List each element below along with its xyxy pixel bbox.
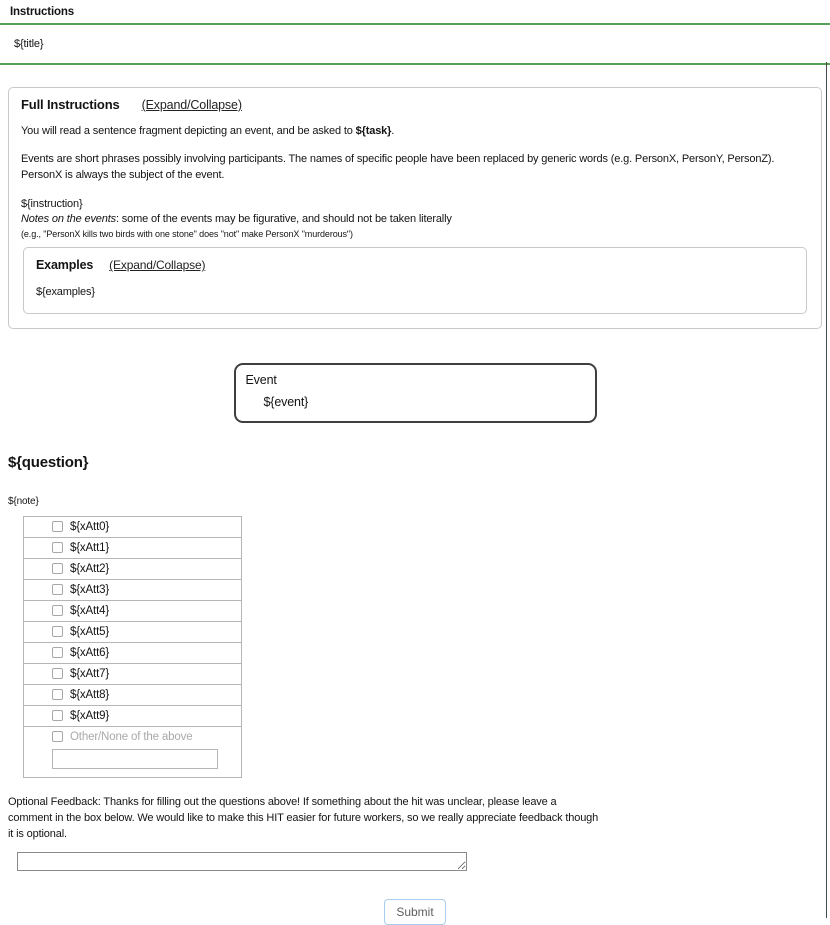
option-2[interactable] [52, 563, 109, 575]
option-label: ${xAtt9} [70, 710, 110, 723]
option-checkbox[interactable] [52, 647, 63, 658]
question-heading: ${question} [8, 454, 89, 472]
option-row [24, 643, 242, 664]
notes-example-small-text: (e.g., "PersonX kills two birds with one stone" does "not" make PersonX "murderous") [21, 229, 353, 240]
option-checkbox[interactable] [52, 521, 63, 532]
option-checkbox[interactable] [52, 668, 63, 679]
examples-toggle-link[interactable]: (Expand/Collapse) [109, 258, 206, 273]
option-0[interactable] [52, 521, 109, 533]
event-box-label: Event [245, 373, 277, 388]
other-option-text-input[interactable] [52, 749, 218, 769]
options-table-body [24, 517, 242, 778]
option-row [24, 622, 242, 643]
option-label: ${xAtt4} [70, 605, 110, 618]
task-sentence [21, 123, 809, 140]
examples-panel [23, 247, 807, 314]
option-label: ${xAtt8} [70, 689, 110, 702]
examples-header [36, 258, 794, 272]
task-sentence-prefix: You will read a sentence fragment depicting an event, and be asked to [21, 125, 356, 137]
instructions-bar[interactable] [0, 0, 830, 25]
question-note: ${note} [8, 496, 39, 508]
examples-content: ${examples} [36, 286, 95, 299]
option-row [24, 685, 242, 706]
notes-rest-text: : some of the events may be figurative, and should not be taken literally [116, 213, 452, 226]
option-row [24, 601, 242, 622]
instruction-variable: ${instruction} [21, 197, 83, 210]
option-7[interactable] [52, 668, 109, 680]
option-checkbox[interactable] [52, 626, 63, 637]
option-label: ${xAtt1} [70, 542, 110, 555]
options-table [23, 516, 242, 778]
option-row [24, 706, 242, 727]
other-option-label: Other/None of the above [70, 731, 193, 744]
submit-row [0, 899, 830, 925]
examples-heading: Examples [36, 258, 94, 273]
full-instructions-toggle-link[interactable]: (Expand/Collapse) [141, 98, 242, 112]
task-variable: ${task} [355, 125, 392, 137]
other-option[interactable] [52, 731, 193, 743]
option-8[interactable] [52, 689, 109, 701]
other-option-checkbox[interactable] [52, 731, 63, 742]
option-checkbox[interactable] [52, 710, 63, 721]
page-right-border [826, 62, 827, 918]
notes-italic-text: Notes on the events [21, 213, 116, 226]
option-9[interactable] [52, 710, 109, 722]
option-5[interactable] [52, 626, 109, 638]
optional-feedback-text: Optional Feedback: Thanks for filling out the questions above! If something about the hit was unclear, please leave a comment in the box below. We would like to make this HIT easier for future workers, so we really appreciate feedback though it is optional. [8, 796, 599, 841]
submit-button[interactable]: Submit [384, 899, 445, 925]
hit-title-text: ${title} [14, 38, 44, 50]
full-instructions-heading: Full Instructions [21, 97, 120, 112]
option-row [24, 580, 242, 601]
option-row [24, 559, 242, 580]
option-row-other [24, 727, 242, 778]
full-instructions-header [21, 97, 809, 112]
option-checkbox[interactable] [52, 605, 63, 616]
instructions-bar-label: Instructions [10, 6, 75, 18]
hit-title-section [0, 25, 830, 65]
option-row [24, 517, 242, 538]
event-box [234, 363, 597, 423]
option-1[interactable] [52, 542, 109, 554]
option-label: ${xAtt2} [70, 563, 110, 576]
full-instructions-panel [8, 87, 822, 329]
option-label: ${xAtt6} [70, 647, 110, 660]
option-row [24, 664, 242, 685]
option-label: ${xAtt0} [70, 521, 110, 534]
notes-line [21, 212, 809, 228]
option-checkbox[interactable] [52, 689, 63, 700]
option-checkbox[interactable] [52, 584, 63, 595]
option-label: ${xAtt7} [70, 668, 110, 681]
option-checkbox[interactable] [52, 542, 63, 553]
option-label: ${xAtt3} [70, 584, 110, 597]
task-sentence-suffix: . [391, 125, 395, 137]
option-4[interactable] [52, 605, 109, 617]
event-variable: ${event} [263, 395, 309, 410]
option-row [24, 538, 242, 559]
events-description: Events are short phrases possibly involving participants. The names of specific people have been replaced by generic words (e.g. PersonX, PersonY, PersonZ). PersonX is always the subject of the event. [21, 152, 775, 181]
option-6[interactable] [52, 647, 109, 659]
option-3[interactable] [52, 584, 109, 596]
feedback-textarea[interactable] [17, 852, 467, 871]
option-checkbox[interactable] [52, 563, 63, 574]
option-label: ${xAtt5} [70, 626, 110, 639]
